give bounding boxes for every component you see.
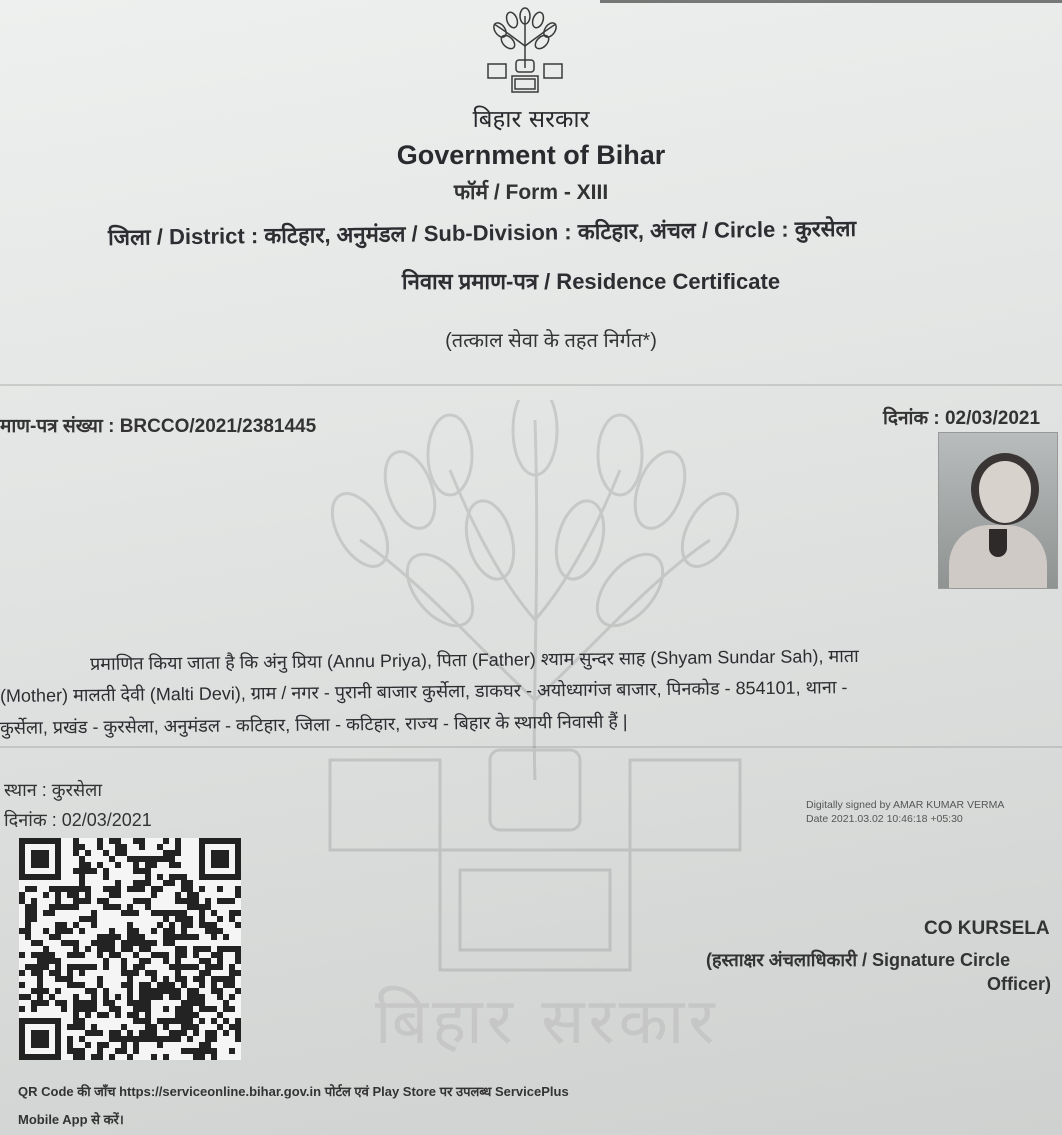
district-line: जिला / District : कटिहार, अनुमंडल / Sub-Division : कटिहार, अंचल / Circle : कुरसेला xyxy=(107,215,857,250)
english-title: Government of Bihar xyxy=(396,140,666,170)
body-line-3: कुर्सेला, प्रखंड - कुरसेला, अनुमंडल - कटिहार, जिला - कटिहार, राज्य - बिहार के स्थायी निवासी हैं | xyxy=(0,711,628,738)
signature-label-cont: Officer) xyxy=(987,974,1052,994)
body-line-2: (Mother) मालती देवी (Malti Devi), ग्राम / नगर - पुरानी बाजार कुर्सेला, डाकघर - अयोध्यागंज बाजार, पिनकोड - 854101, थाना - xyxy=(0,677,848,706)
service-note: (तत्काल सेवा के तहत निर्गत*) xyxy=(445,330,657,352)
watermark-text: बिहार सरकार xyxy=(375,985,719,1059)
issue-date: दिनांक : 02/03/2021 xyxy=(883,408,1041,429)
body-line-1: प्रमाणित किया जाता है कि अंनु प्रिया (Annu Priya), पिता (Father) श्याम सुन्दर साह (Shyam Sundar Sah), माता xyxy=(89,645,859,674)
signed-date: Date 2021.03.02 10:46:18 +05:30 xyxy=(806,813,963,825)
qr-verification-note-cont: Mobile App से करें। xyxy=(18,1112,124,1127)
officer-name: CO KURSELA xyxy=(924,918,1050,939)
qr-verification-note: QR Code की जाँच https://serviceonline.bihar.gov.in पोर्टल एवं Play Store पर उपलब्ध ServicePlus xyxy=(18,1084,569,1099)
signature-label: (हस्ताक्षर अंचलाधिकारी / Signature Circle xyxy=(706,950,1011,970)
certificate-title: निवास प्रमाण-पत्र / Residence Certificate xyxy=(401,269,781,294)
qr-code-icon xyxy=(19,838,241,1060)
footer-date: दिनांक : 02/03/2021 xyxy=(4,810,152,830)
hindi-title: बिहार सरकार xyxy=(472,105,590,133)
certificate-number: माण-पत्र संख्या : BRCCO/2021/2381445 xyxy=(0,416,317,437)
place-label: स्थान : कुरसेला xyxy=(4,780,103,800)
fold-line xyxy=(0,384,1062,386)
paper-edge xyxy=(600,0,1062,3)
digital-signature-block xyxy=(806,798,1004,826)
applicant-photo xyxy=(938,432,1058,589)
form-number: फॉर्म / Form - XIII xyxy=(453,181,609,204)
bodhi-tree-emblem-icon xyxy=(484,6,566,94)
signed-by: Digitally signed by AMAR KUMAR VERMA xyxy=(806,799,1005,811)
